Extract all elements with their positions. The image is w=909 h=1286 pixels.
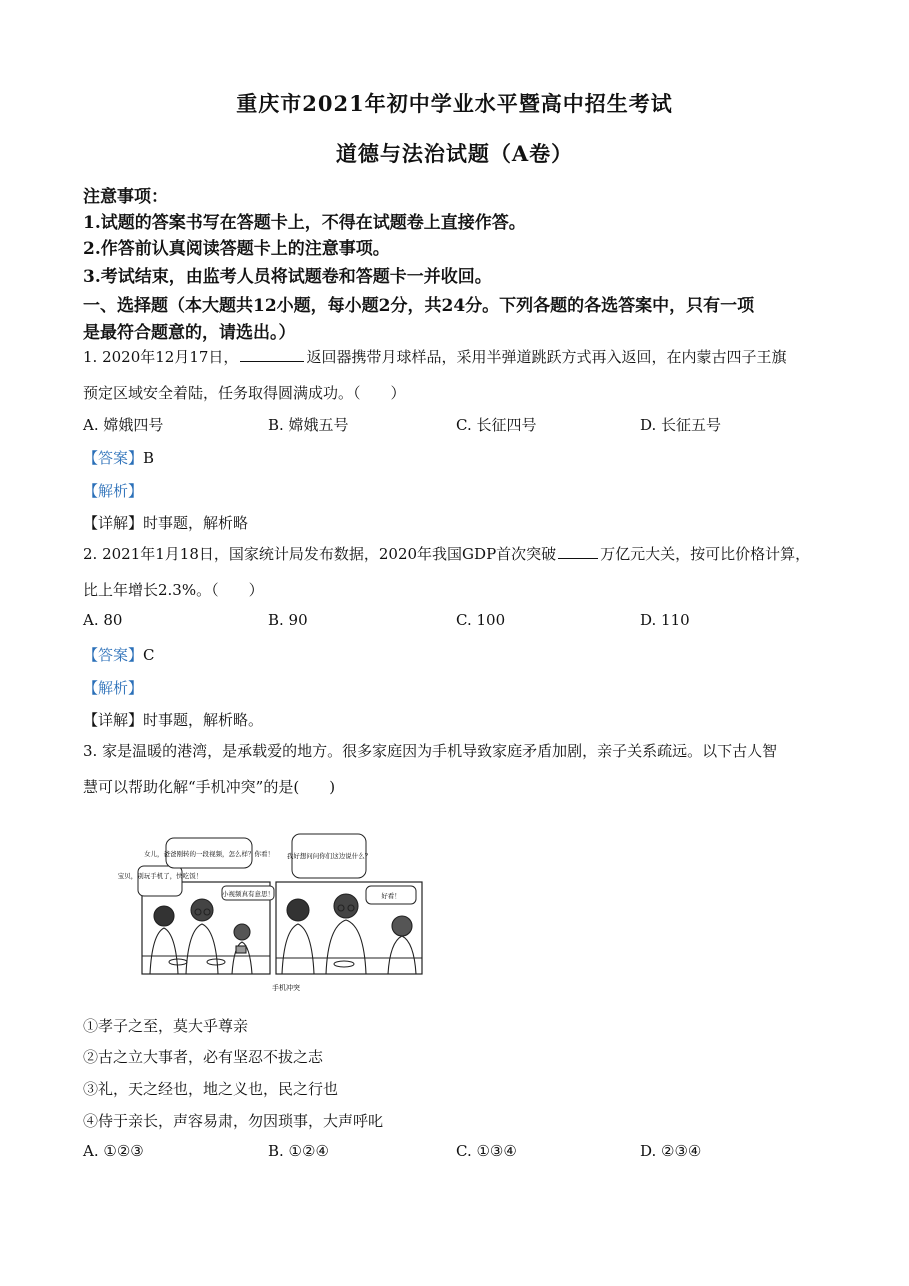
speech-bubble: [287, 834, 372, 878]
option-a: A. ①②③: [83, 1142, 144, 1160]
notice-heading: 注意事项：: [83, 187, 168, 207]
speech-bubble: [222, 886, 274, 900]
answer-blank: [558, 543, 598, 559]
speech-bubble: [144, 838, 274, 868]
notice-item: 3.考试结束，由监考人员将试题卷和答题卡一并收回。: [83, 267, 492, 287]
comic-illustration: [117, 828, 426, 998]
svg-text:宝贝，别玩手机了，快吃饭！: 宝贝，别玩手机了，快吃饭！: [117, 872, 203, 880]
detail-line: 【详解】时事题，解析略。: [83, 711, 264, 729]
question-1-stem: 1. 2020年12月17日， 返回器携带月球样品，采用半弹道跳跃方式再入返回，在内蒙古四子王旗: [83, 348, 787, 366]
exam-title: 重庆市2021年初中学业水平暨高中招生考试: [236, 91, 673, 116]
svg-text:小视频真有意思！: 小视频真有意思！: [222, 890, 274, 898]
question-3-stem-cont: 慧可以帮助化解“手机冲突”的是( ): [83, 778, 336, 796]
statement-3: ③礼，天之经也，地之义也，民之行也: [83, 1080, 339, 1098]
option-c: C. 100: [456, 611, 506, 629]
statement-1: ①孝子之至，莫大乎尊亲: [83, 1017, 249, 1035]
svg-text:好看！: 好看！: [381, 892, 401, 900]
svg-text:女儿，爸爸刚转的一段视频，怎么样？你看！: 女儿，爸爸刚转的一段视频，怎么样？你看！: [144, 850, 274, 858]
option-c: C. 长征四号: [456, 416, 537, 434]
section-heading: 一、选择题（本大题共12小题，每小题2分，共24分。下列各题的各选答案中，只有一项: [83, 296, 755, 316]
statement-4: ④侍于亲长，声容易肃，勿因琐事，大声呼叱: [83, 1112, 384, 1130]
option-b: B. 嫦娥五号: [268, 416, 349, 434]
question-2-stem: 2. 2021年1月18日，国家统计局发布数据，2020年我国GDP首次突破 万亿元大关，按可比价格计算，: [83, 545, 811, 563]
answer-line: 【答案】C: [83, 646, 155, 664]
option-a: A. 80: [83, 611, 123, 629]
option-d: D. 长征五号: [640, 416, 722, 434]
question-2-stem-cont: 比上年增长2.3%。（ ）: [83, 581, 264, 599]
option-d: D. ②③④: [640, 1142, 702, 1160]
exam-subtitle: 道德与法治试题（A卷）: [335, 141, 574, 166]
speech-bubble: [366, 886, 416, 904]
answer-line: 【答案】B: [83, 449, 155, 467]
notice-item: 2.作答前认真阅读答题卡上的注意事项。: [83, 239, 390, 259]
comic-caption: 手机冲突: [272, 984, 300, 992]
option-c: C. ①③④: [456, 1142, 517, 1160]
question-1-stem-cont: 预定区域安全着陆，任务取得圆满成功。（ ）: [83, 384, 406, 402]
option-b: B. 90: [268, 611, 308, 629]
answer-blank: [240, 346, 304, 362]
option-d: D. 110: [640, 611, 690, 629]
option-b: B. ①②④: [268, 1142, 329, 1160]
notice-item: 1.试题的答案书写在答题卡上，不得在试题卷上直接作答。: [83, 213, 526, 233]
analysis-tag: 【解析】: [83, 482, 144, 500]
detail-line: 【详解】时事题，解析略: [83, 514, 249, 532]
section-heading: 是最符合题意的，请选出。）: [83, 323, 296, 343]
option-a: A. 嫦娥四号: [83, 416, 164, 434]
statement-2: ②古之立大事者，必有坚忍不拔之志: [83, 1048, 324, 1066]
svg-text:我好想问问你们这边说什么？: 我好想问问你们这边说什么？: [286, 852, 372, 860]
analysis-tag: 【解析】: [83, 679, 144, 697]
question-3-stem: 3. 家是温暖的港湾，是承载爱的地方。很多家庭因为手机导致家庭矛盾加剧，亲子关系疏远。以下古人智: [83, 742, 778, 760]
